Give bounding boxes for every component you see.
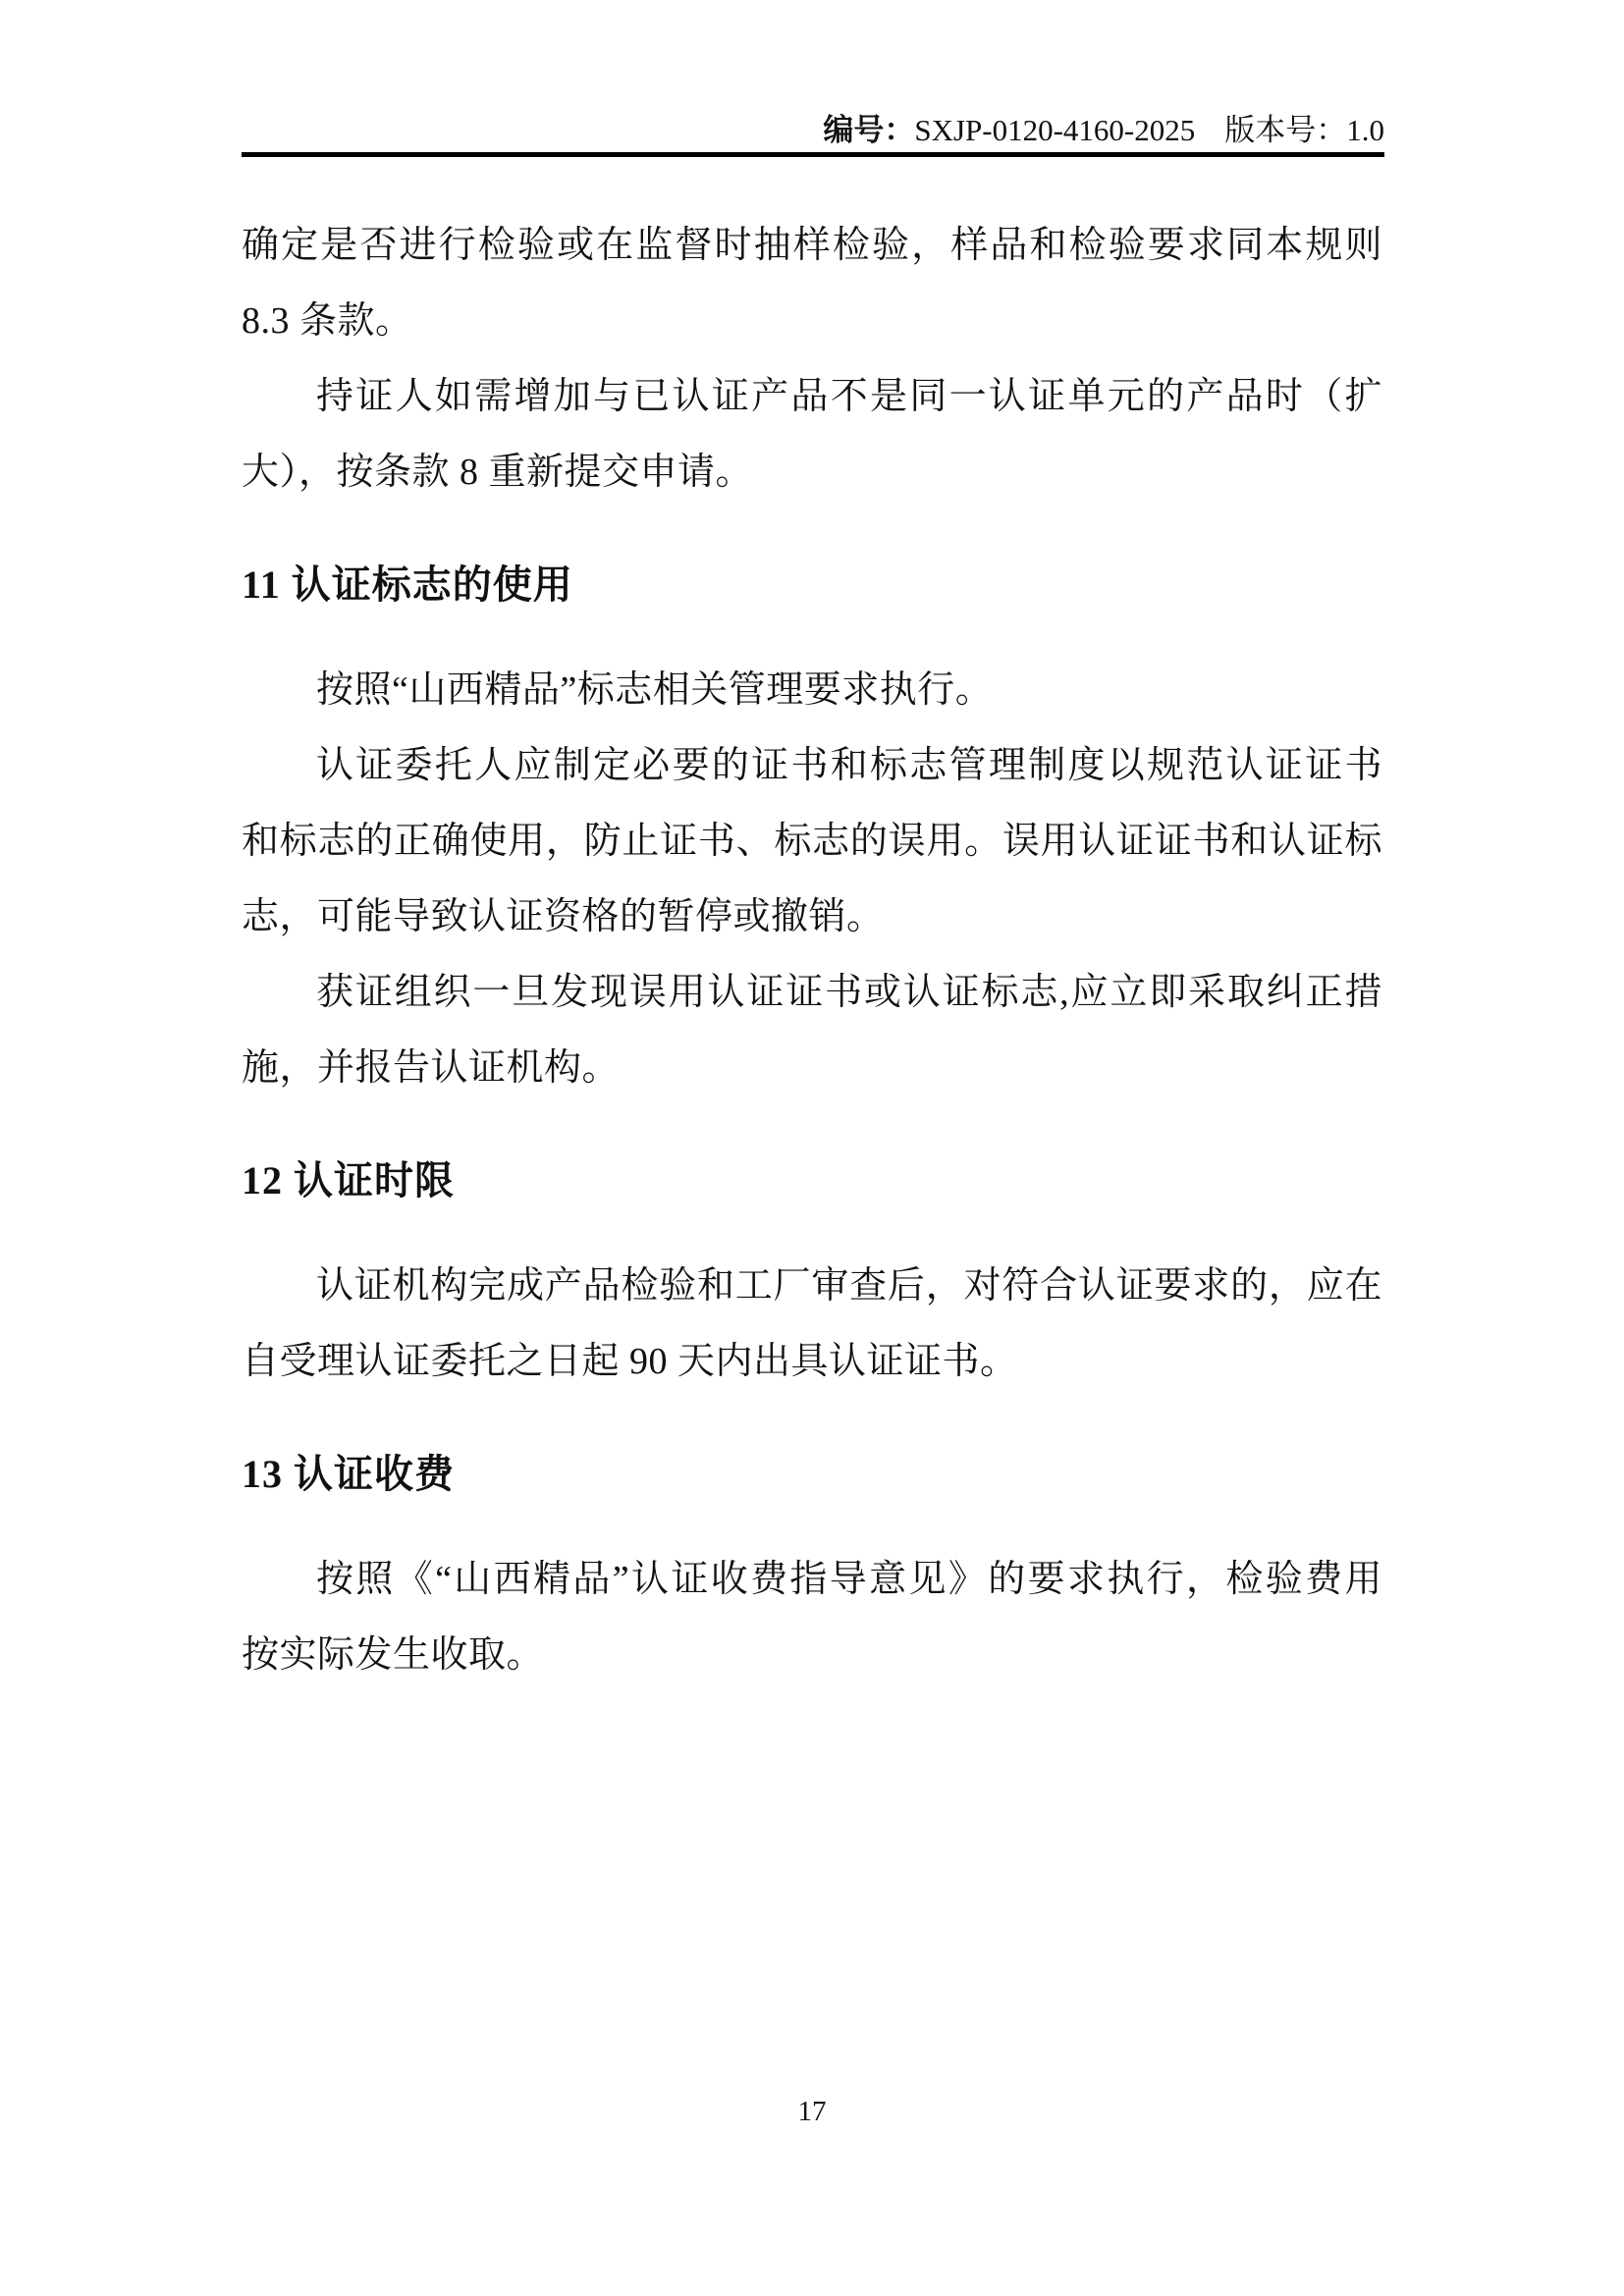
body-line: 获证组织一旦发现误用认证证书或认证标志,应立即采取纠正措 [316,972,1382,1013]
doc-number-label: 编号： [823,113,915,147]
body-line: 自受理认证委托之日起 90 天内出具认证证书。 [242,1341,1018,1382]
doc-number-value: SXJP-0120-4160-2025 [914,113,1196,147]
document-header [242,110,1384,151]
body-line: 按实际发生收取。 [242,1634,545,1676]
body-line: 认证委托人应制定必要的证书和标志管理制度以规范认证证书 [316,745,1382,786]
body-line: 持证人如需增加与已认证产品不是同一认证单元的产品时（扩 [316,376,1382,417]
section-heading-13: 13 认证收费 [242,1452,455,1496]
body-line: 认证机构完成产品检验和工厂审查后，对符合认证要求的，应在 [316,1265,1382,1307]
section-heading-12: 12 认证时限 [242,1158,455,1202]
body-line: 志，可能导致认证资格的暂停或撤销。 [242,896,885,937]
body-line: 按照“山西精品”标志相关管理要求执行。 [316,669,994,711]
body-line: 施，并报告认证机构。 [242,1047,621,1089]
version-value: 1.0 [1346,113,1384,147]
body-line: 和标志的正确使用，防止证书、标志的误用。误用认证证书和认证标 [242,821,1382,862]
body-line: 8.3 条款。 [242,300,413,342]
body-line: 按照《“山西精品”认证收费指导意见》的要求执行，检验费用 [316,1559,1382,1600]
page-number: 17 [797,2096,827,2127]
body-line: 大），按条款 8 重新提交申请。 [242,452,754,493]
document-body [242,208,1382,1693]
section-heading-11: 11 认证标志的使用 [242,562,573,607]
body-line: 确定是否进行检验或在监督时抽样检验，样品和检验要求同本规则 [242,225,1382,266]
header-rule [242,152,1384,157]
version-label: 版本号： [1224,113,1347,147]
